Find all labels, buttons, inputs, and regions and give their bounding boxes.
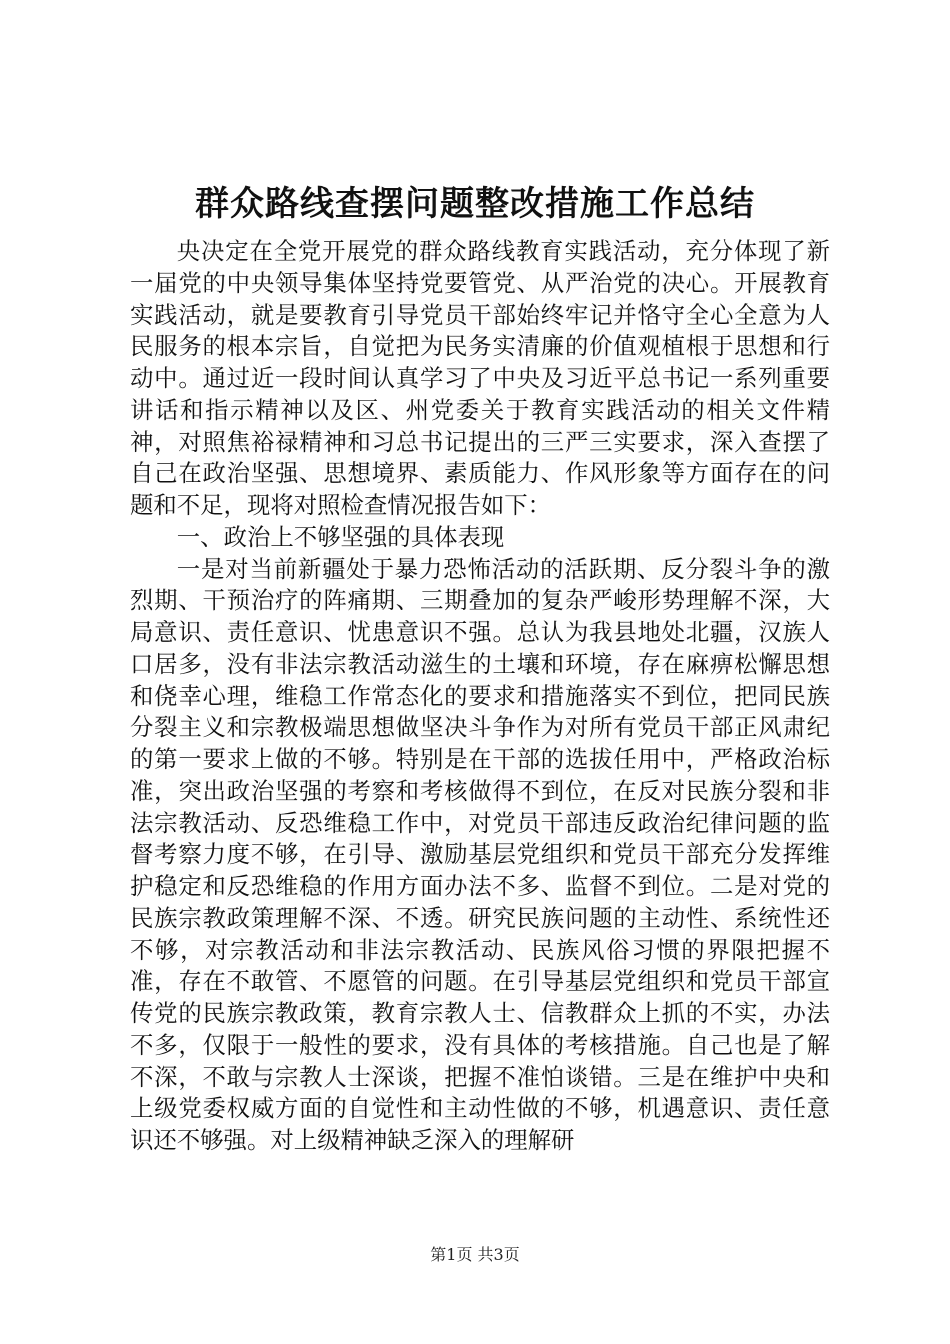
page-number-footer: 第1页 共3页	[430, 1245, 520, 1264]
paragraph-intro: 央决定在全党开展党的群众路线教育实践活动，充分体现了新一届党的中央领导集体坚持党要管党、从严治党的决心。开展教育实践活动，就是要教育引导党员干部始终牢记并恪守全心全意为人民服务的根本宗旨，自觉把为民务实清廉的价值观植根于思想和行动中。通过近一段时间认真学习了中央及习近平总书记一系列重要讲话和指示精神以及区、州党委关于教育实践活动的相关文件精神，对照焦裕禄精神和习总书记提出的三严三实要求，深入查摆了自己在政治坚强、思想境界、素质能力、作风形象等方面存在的问题和不足，现将对照检查情况报告如下：	[130, 237, 830, 519]
paragraph-political: 一是对当前新疆处于暴力恐怖活动的活跃期、反分裂斗争的激烈期、干预治疗的阵痛期、三期叠加的复杂严峻形势理解不深，大局意识、责任意识、忧患意识不强。总认为我县地处北疆，汉族人口居多，没有非法宗教活动滋生的土壤和环境，存在麻痹松懈思想和侥幸心理，维稳工作常态化的要求和措施落实不到位，把同民族分裂主义和宗教极端思想做坚决斗争作为对所有党员干部正风肃纪的第一要求上做的不够。特别是在干部的选拔任用中，严格政治标准，突出政治坚强的考察和考核做得不到位，在反对民族分裂和非法宗教活动、反恐维稳工作中，对党员干部违反政治纪律问题的监督考察力度不够，在引导、激励基层党组织和党员干部充分发挥维护稳定和反恐维稳的作用方面办法不多、监督不到位。二是对党的民族宗教政策理解不深、不透。研究民族问题的主动性、系统性还不够，对宗教活动和非法宗教活动、民族风俗习惯的界限把握不准，存在不敢管、不愿管的问题。在引导基层党组织和党员干部宣传党的民族宗教政策，教育宗教人士、信教群众上抓的不实，办法不多，仅限于一般性的要求，没有具体的考核措施。自己也是了解不深，不敢与宗教人士深谈，把握不准怕谈错。三是在维护中央和上级党委权威方面的自觉性和主动性做的不够，机遇意识、责任意识还不够强。对上级精神缺乏深入的理解研	[130, 554, 830, 1154]
section-heading: 一、政治上不够坚强的具体表现	[176, 522, 505, 551]
document-body	[130, 236, 830, 1157]
document-title: 群众路线查摆问题整改措施工作总结	[195, 184, 755, 224]
